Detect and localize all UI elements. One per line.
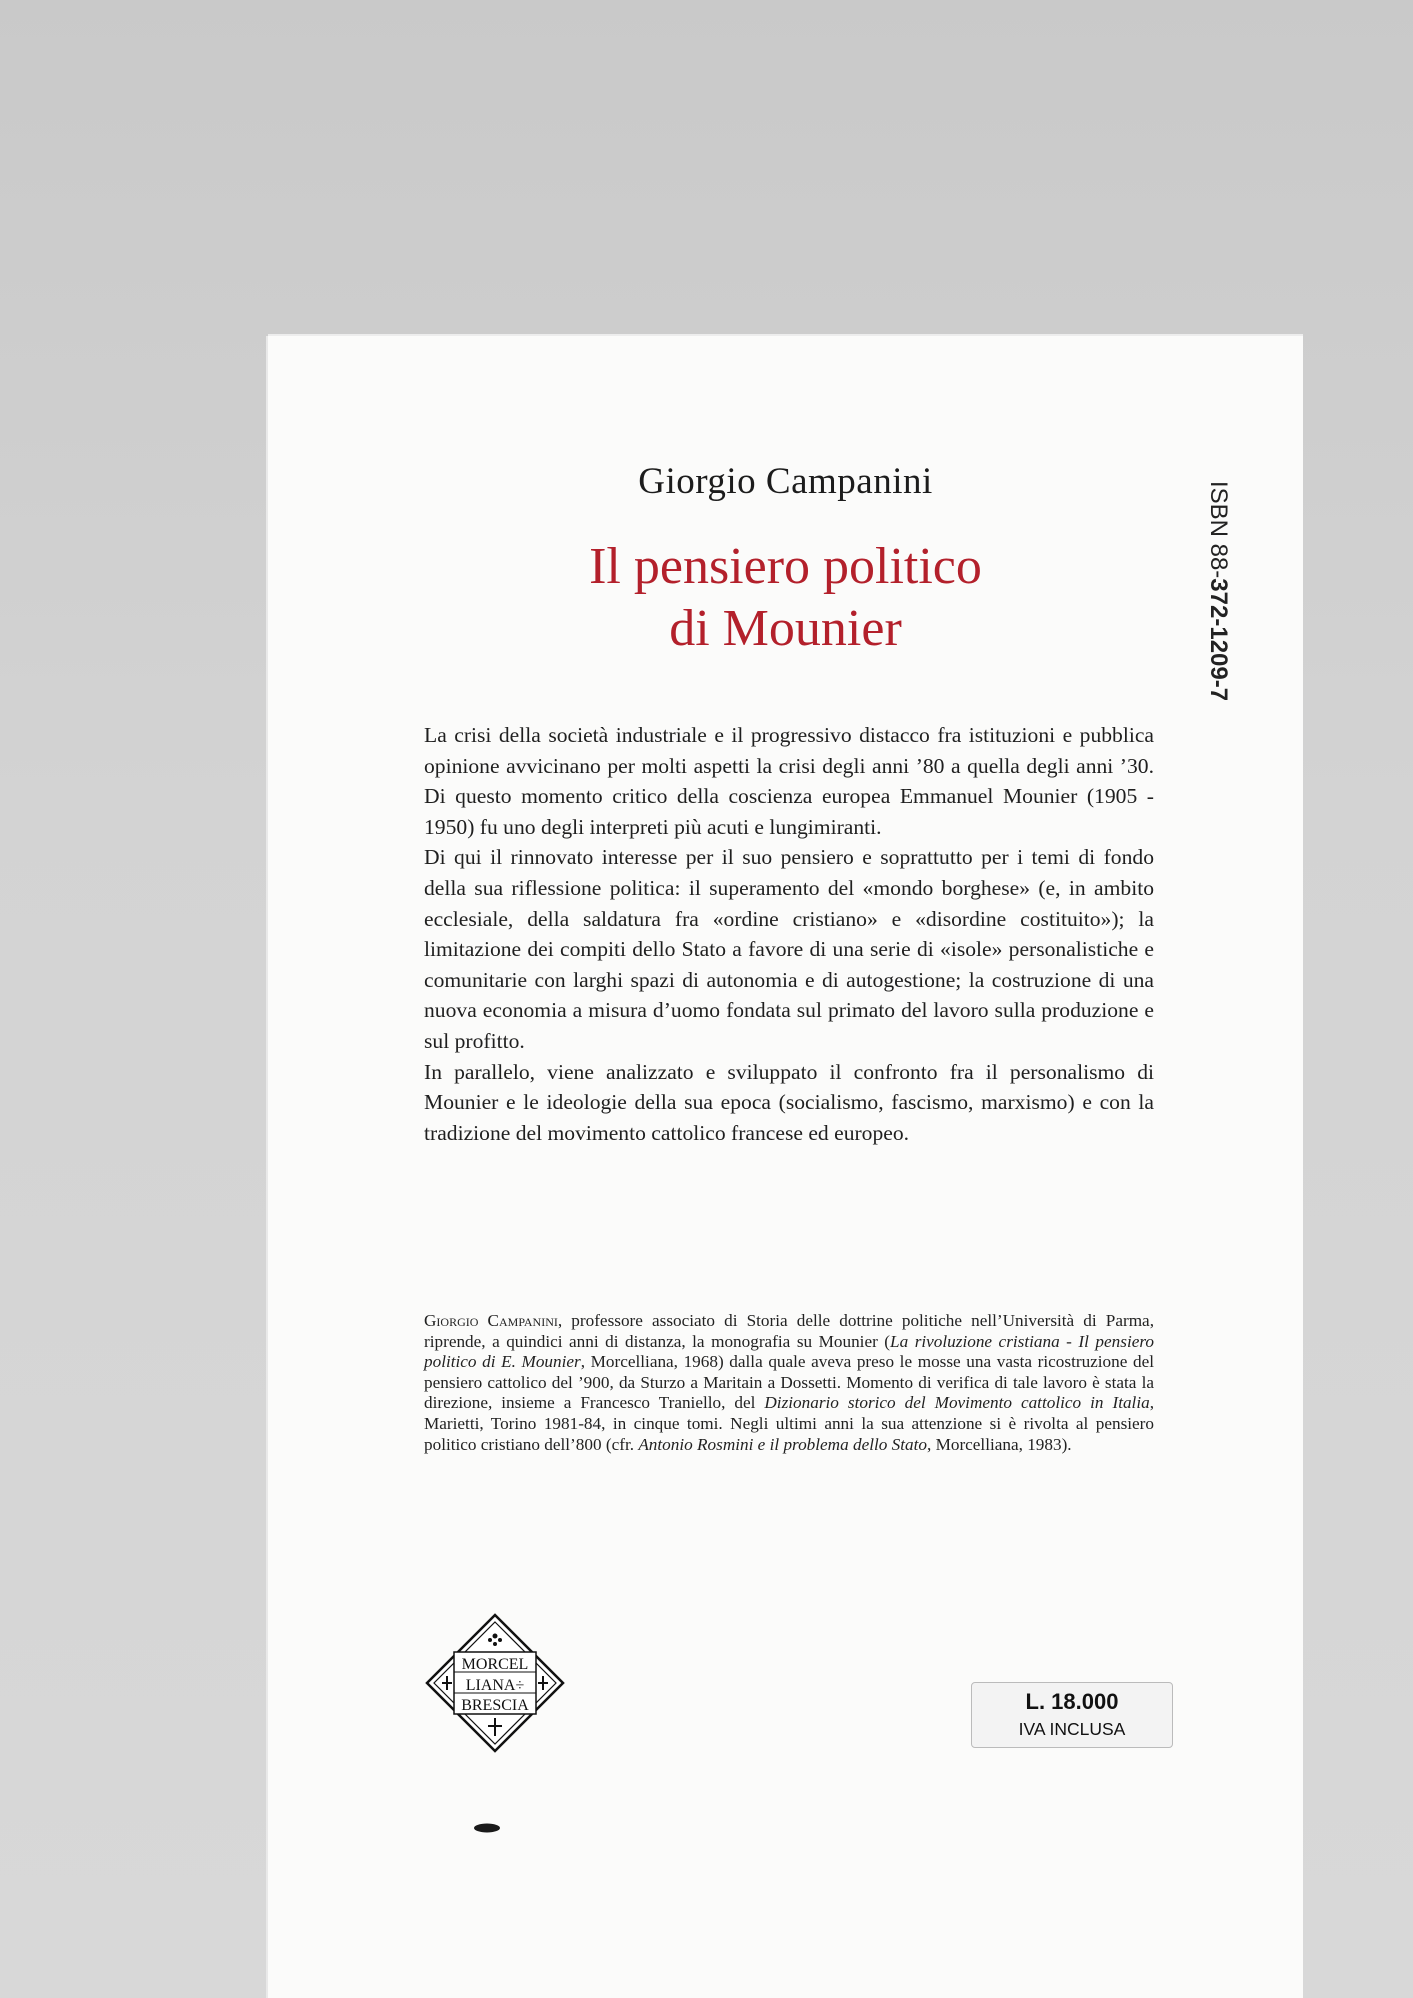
isbn-prefix: ISBN 88-	[1205, 480, 1232, 579]
bio-text-1: , professore associato di Storia delle dottrine politiche nell’Università di Parma, riprende, a quindici anni di distanza, la monografia su Mounier (	[424, 1311, 1154, 1351]
author-name: Giorgio Campanini	[638, 461, 933, 502]
isbn-body: 372-1209-7	[1205, 578, 1232, 702]
ink-smudge-icon	[473, 1822, 501, 1834]
bio-text-2: , Morcelliana, 1968) dalla quale aveva preso le mosse una vasta ricostruzione del pensiero cattolico del ’900, da Sturzo a Maritain a Dossetti. Momento di verifica di tale lavoro è stata la direzione, insieme a Francesco Traniello, del	[424, 1352, 1154, 1413]
bio-italic-2: Dizionario storico del Movimento cattolico in Italia	[764, 1393, 1150, 1413]
logo-line-3: BRESCIA	[461, 1697, 529, 1714]
book-back-cover	[268, 336, 1303, 1998]
price-sticker	[971, 1682, 1173, 1748]
logo-line-2: LIANA÷	[465, 1677, 525, 1694]
title-line-1: Il pensiero politico	[589, 538, 982, 595]
price-label: L. 18.000	[1025, 1689, 1119, 1714]
bio-text-3: , Marietti, Torino 1981-84, in cinque tomi. Negli ultimi anni la sua attenzione si è rivolta al pensiero politico cristiano dell’800 (cfr.	[424, 1393, 1154, 1454]
publisher-logo-icon	[424, 1612, 566, 1754]
bio-italic-1: La rivoluzione cristiana - Il pensiero politico di E. Mounier	[424, 1331, 1154, 1372]
book-title	[268, 536, 1303, 660]
isbn-text	[1204, 481, 1232, 701]
blurb-paragraph-2: Di qui il rinnovato interesse per il suo pensiero e soprattutto per i temi di fondo della sua riflessione politica: il superamento del «mondo borghese» (e, in ambito ecclesiale, della saldatura fra «ordine cristiano» e «disordine costituito»); la limitazione dei compiti dello Stato a favore di una serie di «isole» personalistiche e comunitarie con larghi spazi di autonomia e di autogestione; la costruzione di una nuova economia a misura d’uomo fondata sul primato del lavoro sulla produzione e sul profitto.	[424, 845, 1154, 1053]
isbn-vertical	[1188, 476, 1248, 706]
bio-italic-3: Antonio Rosmini e il problema dello Stato	[638, 1434, 927, 1454]
blurb	[424, 720, 1154, 1148]
logo-line-1: MORCEL	[461, 1656, 529, 1673]
publisher-logo	[424, 1612, 566, 1754]
title-line-2: di Mounier	[669, 600, 902, 657]
blurb-paragraph-1: La crisi della società industriale e il progressivo distacco fra istituzioni e pubblica opinione avvicinano per molti aspetti la crisi degli anni ’80 a quella degli anni ’30. Di questo momento critico della coscienza europea Emmanuel Mounier (1905 - 1950) fu uno degli interpreti più acuti e lungimiranti.	[424, 723, 1154, 839]
blurb-paragraph-3: In parallelo, viene analizzato e sviluppato il confronto fra il personalismo di Mounier e le ideologie della sua epoca (socialismo, fascismo, marxismo) e con la tradizione del movimento cattolico francese ed europeo.	[424, 1059, 1154, 1145]
author-bio	[424, 1311, 1154, 1455]
vat-label: IVA INCLUSA	[1018, 1719, 1126, 1739]
bio-author-name: Giorgio Campanini	[424, 1311, 558, 1330]
bio-text-4: , Morcelliana, 1983).	[926, 1434, 1072, 1454]
